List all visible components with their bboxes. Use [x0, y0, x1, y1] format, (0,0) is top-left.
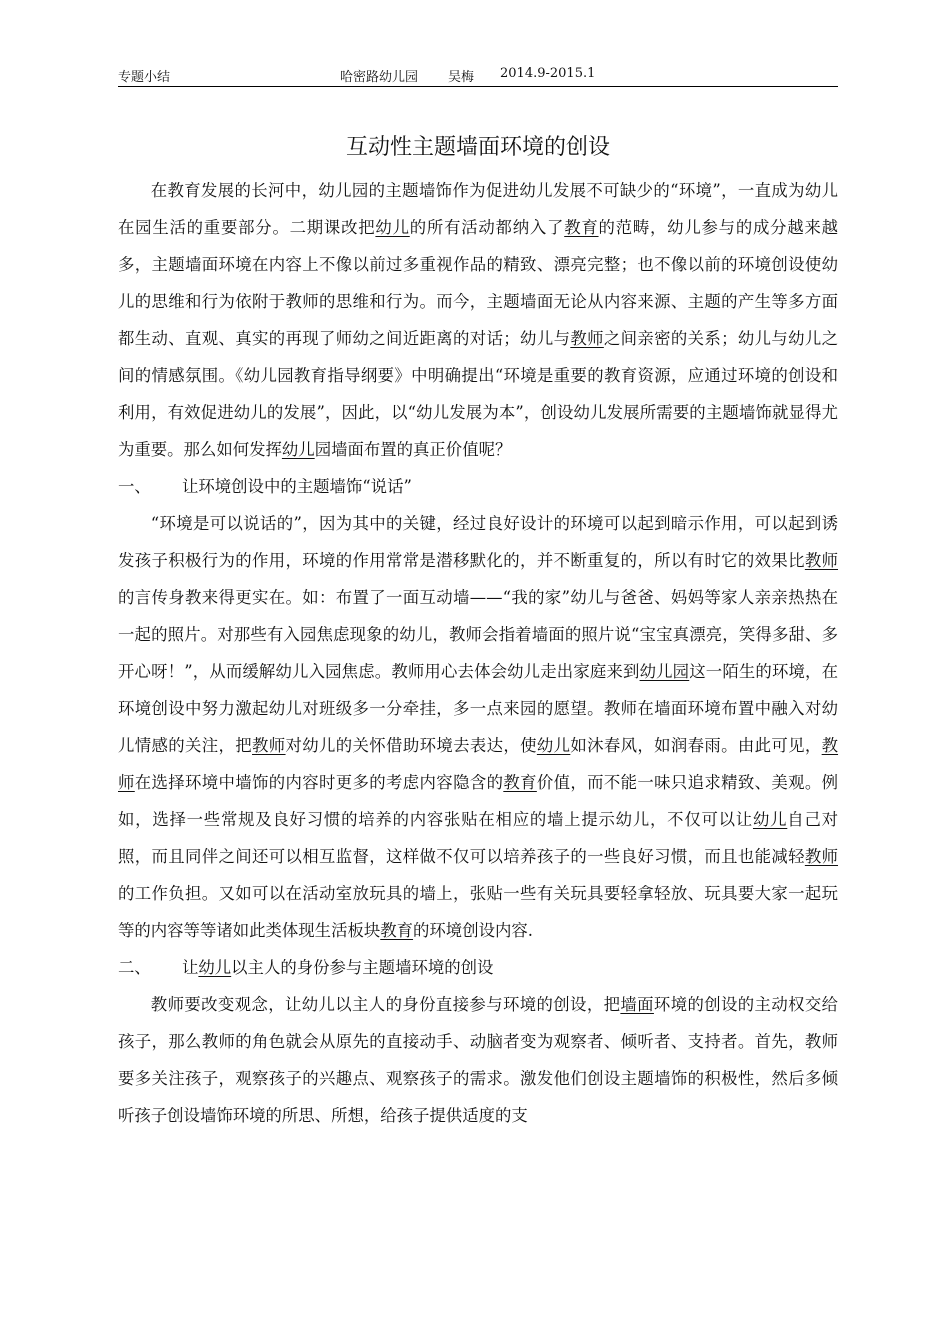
text-run: 的言传身教来得更实在。如：布置了一面互动墙——“我的家”幼儿与爸爸、妈妈等家人亲亲热热在一起的照片。对那些有入园焦虑现象的幼儿，教师会指着墙面的照片说“宝宝真漂亮，笑得多甜、多开心呀！”，从而缓解幼儿入园焦虑。教师用心去体会幼儿走出家庭来到: [118, 588, 838, 681]
section-heading-2: [118, 949, 838, 986]
section-number: 二、: [118, 958, 151, 977]
intro-paragraph: [118, 172, 838, 468]
document-body: [118, 172, 838, 1134]
text-run: 园墙面布置的真正价值呢？: [314, 440, 512, 459]
text-run: 的环境创设内容.: [413, 921, 533, 940]
text-run: 在选择环境中墙饰的内容时更多的考虑内容隐含的: [134, 773, 504, 792]
underlined-term: 教育: [503, 773, 537, 792]
section-number: 一、: [118, 477, 151, 496]
page-header: [118, 62, 838, 87]
underlined-term: 教师: [118, 736, 839, 792]
header-school: 哈密路幼儿园: [340, 70, 419, 85]
underlined-term: 幼儿: [536, 736, 571, 755]
underlined-term: 教育: [380, 921, 414, 940]
section1-paragraph: [118, 505, 838, 949]
underlined-term: 教师: [252, 736, 286, 755]
text-run: 这一陌生的环境，在环境创设中努力激起幼儿对班级多一分牵挂，多一点来园的愿望。教师在墙面环境布置中融入对幼儿情感的关注，把: [118, 662, 839, 755]
text-run: 对幼儿的关怀借助环境去表达，使: [285, 736, 537, 755]
text-run: 的范畴，幼儿参与的成分越来越多，主题墙面环境在内容上不像以前过多重视作品的精致、漂亮完整；也不像以前的环境创设使幼儿的思维和行为依附于教师的思维和行为。而今，主题墙面无论从内容来源、主题的产生等多方面都生动、直观、真实的再现了师幼之间近距离的对话；幼儿与: [118, 218, 839, 348]
section2-paragraph: [118, 986, 838, 1134]
text-run: 如沐春风，如润春雨。由此可见，: [570, 736, 822, 755]
text-run: 的工作负担。又如可以在活动室放玩具的墙上，张贴一些有关玩具要轻拿轻放、玩具要大家一起玩等的内容等等诸如此类体现生活板块: [118, 884, 838, 940]
underlined-term: 幼儿园: [639, 662, 690, 681]
underlined-term: 幼儿: [198, 958, 232, 977]
text-run: 价值，而不能一味只追求精致、美观。例如，选择一些常规及良好习惯的培养的内容张贴在相应的墙上提示幼儿，不仅可以让: [118, 773, 839, 829]
text-run: 教师要改变观念，让幼儿以主人的身份直接参与环境的创设，把: [150, 995, 621, 1014]
header-author: 吴梅: [448, 70, 475, 85]
underlined-term: 墙面: [620, 995, 654, 1014]
underlined-term: 幼儿: [752, 810, 788, 829]
text-run: 在教育发展的长河中，幼儿园的主题墙饰作为促进幼儿发展不可缺少的“环境”，一直成为幼儿在园生活的重要部分。二期课改把: [118, 181, 838, 237]
text-run: 之间亲密的关系；幼儿与幼儿之间的情感氛围。《幼儿园教育指导纲要》中明确提出“环境是重要的教育资源，应通过环境的创设和利用，有效促进幼儿的发展”，因此，以“幼儿发展为本”，创设幼儿发展所需要的主题墙饰就显得尤为重要。那么如何发挥: [118, 329, 839, 459]
underlined-term: 教育: [564, 218, 599, 237]
underlined-term: 幼儿: [281, 440, 315, 459]
header-category: 专题小结: [118, 70, 171, 85]
underlined-term: 教师: [570, 329, 604, 348]
underlined-term: 幼儿: [375, 218, 410, 237]
document-title: 互动性主题墙面环境的创设: [345, 135, 610, 160]
text-run: 以主人的身份参与主题墙环境的创设: [231, 958, 494, 977]
text-run: 自己对照，而且同伴之间还可以相互监督，这样做不仅可以培养孩子的一些良好习惯，而且也能减轻: [118, 810, 839, 866]
underlined-term: 教师: [804, 847, 839, 866]
text-run: 的所有活动都纳入了: [409, 218, 565, 237]
text-run: 环境的创设的主动权交给孩子，那么教师的角色就会从原先的直接动手、动脑者变为观察者、倾听者、支持者。首先，教师要多关注孩子，观察孩子的兴趣点、观察孩子的需求。激发他们创设主题墙饰的积极性，然后多倾听孩子创设墙饰环境的所思、所想，给孩子提供适度的支: [118, 995, 839, 1125]
text-run: 让: [182, 958, 199, 977]
text-run: “环境是可以说话的”，因为其中的关键，经过良好设计的环境可以起到暗示作用，可以起到诱发孩子积极行为的作用，环境的作用常常是潜移默化的，并不断重复的，所以有时它的效果比: [118, 514, 838, 570]
section-title: 让环境创设中的主题墙饰“说话”: [182, 477, 412, 496]
header-date: 2014.9-2015.1: [500, 66, 596, 81]
section-heading-1: [118, 468, 838, 505]
underlined-term: 教师: [804, 551, 839, 570]
